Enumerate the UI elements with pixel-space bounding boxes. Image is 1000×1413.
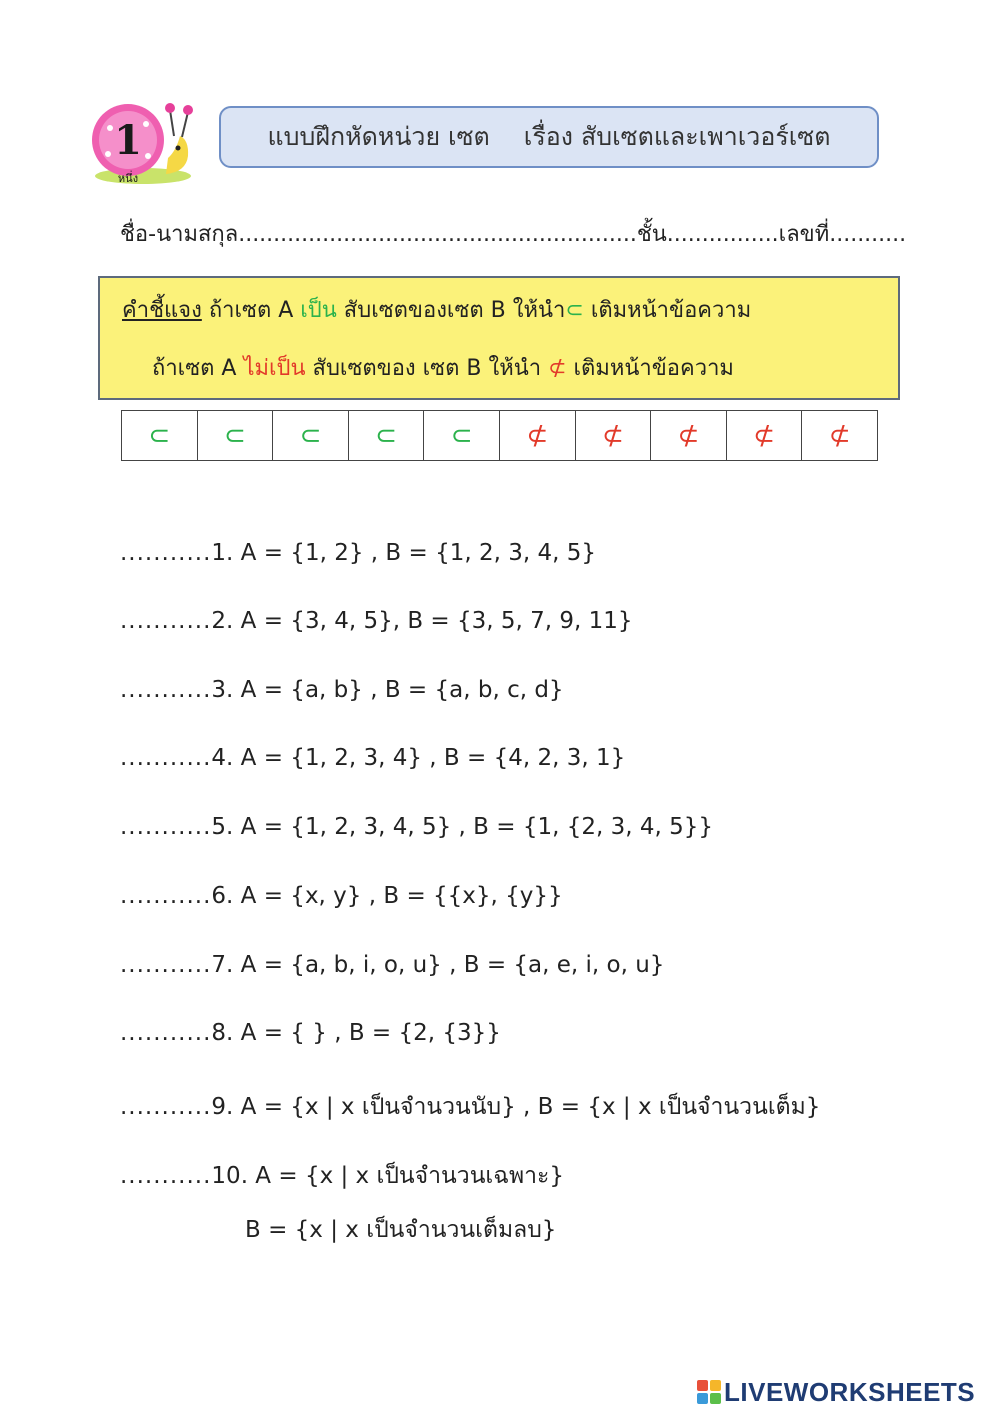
- snail-logo: [88, 96, 198, 188]
- not-subset-symbol-icon: ⊄: [548, 356, 567, 381]
- symbol-tile-3[interactable]: ⊂: [273, 411, 349, 461]
- symbol-tile-9[interactable]: ⊄: [726, 411, 802, 461]
- question-5: ...........5. A = {1, 2, 3, 4, 5} , B = {1, {2, 3, 4, 5}}: [120, 814, 714, 840]
- liveworksheets-brand: [696, 1376, 996, 1408]
- answer-blank-3[interactable]: ...........: [120, 677, 212, 703]
- answer-blank-9[interactable]: ...........: [120, 1094, 212, 1120]
- symbol-tile-6[interactable]: ⊄: [499, 411, 575, 461]
- symbol-tile-4[interactable]: ⊂: [348, 411, 424, 461]
- answer-blank-6[interactable]: ...........: [120, 883, 212, 909]
- student-info-line: ชื่อ-นามสกุล.........................................................ชั้น................เลขที่...........: [120, 222, 907, 247]
- symbol-tile-8[interactable]: ⊄: [651, 411, 727, 461]
- instruction-label: คำชี้แจง: [122, 298, 202, 323]
- snail-icon: [88, 96, 198, 188]
- answer-blank-10[interactable]: ...........: [120, 1163, 212, 1189]
- instruction-line-2: ถ้าเซต A ไม่เป็น สับเซตของ เซต B ให้นำ ⊄ เติมหน้าข้อความ: [152, 356, 734, 381]
- answer-blank-8[interactable]: ...........: [120, 1020, 212, 1046]
- symbol-tile-2[interactable]: ⊂: [197, 411, 273, 461]
- symbol-tile-10[interactable]: ⊄: [802, 411, 878, 461]
- svg-text:หนึ่ง: หนึ่ง: [117, 172, 139, 185]
- question-2: ...........2. A = {3, 4, 5}, B = {3, 5, 7, 9, 11}: [120, 608, 633, 634]
- answer-blank-2[interactable]: ...........: [120, 608, 212, 634]
- svg-text:1: 1: [114, 117, 142, 164]
- question-6: ...........6. A = {x, y} , B = {{x}, {y}}: [120, 883, 563, 909]
- subset-symbol-icon: ⊂: [565, 298, 584, 323]
- symbol-bank: [121, 410, 878, 461]
- answer-blank-7[interactable]: ...........: [120, 952, 212, 978]
- symbol-tile-5[interactable]: ⊂: [424, 411, 500, 461]
- answer-blank-1[interactable]: ...........: [120, 540, 212, 566]
- title-topic: เรื่อง สับเซตและเพาเวอร์เซต: [523, 122, 831, 151]
- title-unit: แบบฝึกหัดหน่วย เซต: [267, 122, 490, 151]
- worksheet-title: [219, 106, 879, 168]
- question-7: ...........7. A = {a, b, i, o, u} , B = {a, e, i, o, u}: [120, 952, 665, 978]
- question-3: ...........3. A = {a, b} , B = {a, b, c, d}: [120, 677, 564, 703]
- question-10-set-b: B = {x | x เป็นจำนวนเต็มลบ}: [245, 1217, 557, 1243]
- question-4: ...........4. A = {1, 2, 3, 4} , B = {4, 2, 3, 1}: [120, 745, 626, 771]
- symbol-tile-7[interactable]: ⊄: [575, 411, 651, 461]
- instruction-line-1: คำชี้แจง ถ้าเซต A เป็น สับเซตของเซต B ให้นำ⊂ เติมหน้าข้อความ: [122, 298, 752, 323]
- question-9: ...........9. A = {x | x เป็นจำนวนนับ} , B = {x | x เป็นจำนวนเต็ม}: [120, 1094, 821, 1120]
- question-1: ...........1. A = {1, 2} , B = {1, 2, 3, 4, 5}: [120, 540, 596, 566]
- not-subset-word: ไม่เป็น: [243, 356, 306, 381]
- answer-blank-5[interactable]: ...........: [120, 814, 212, 840]
- instructions-box: [98, 276, 900, 400]
- is-subset-word: เป็น: [300, 298, 337, 323]
- liveworksheets-logo-icon: [696, 1379, 722, 1405]
- question-10: ...........10. A = {x | x เป็นจำนวนเฉพาะ}: [120, 1163, 565, 1189]
- brand-name: LIVEWORKSHEETS: [724, 1376, 976, 1407]
- answer-blank-4[interactable]: ...........: [120, 745, 212, 771]
- question-8: ...........8. A = { } , B = {2, {3}}: [120, 1020, 501, 1046]
- symbol-tile-1[interactable]: ⊂: [122, 411, 198, 461]
